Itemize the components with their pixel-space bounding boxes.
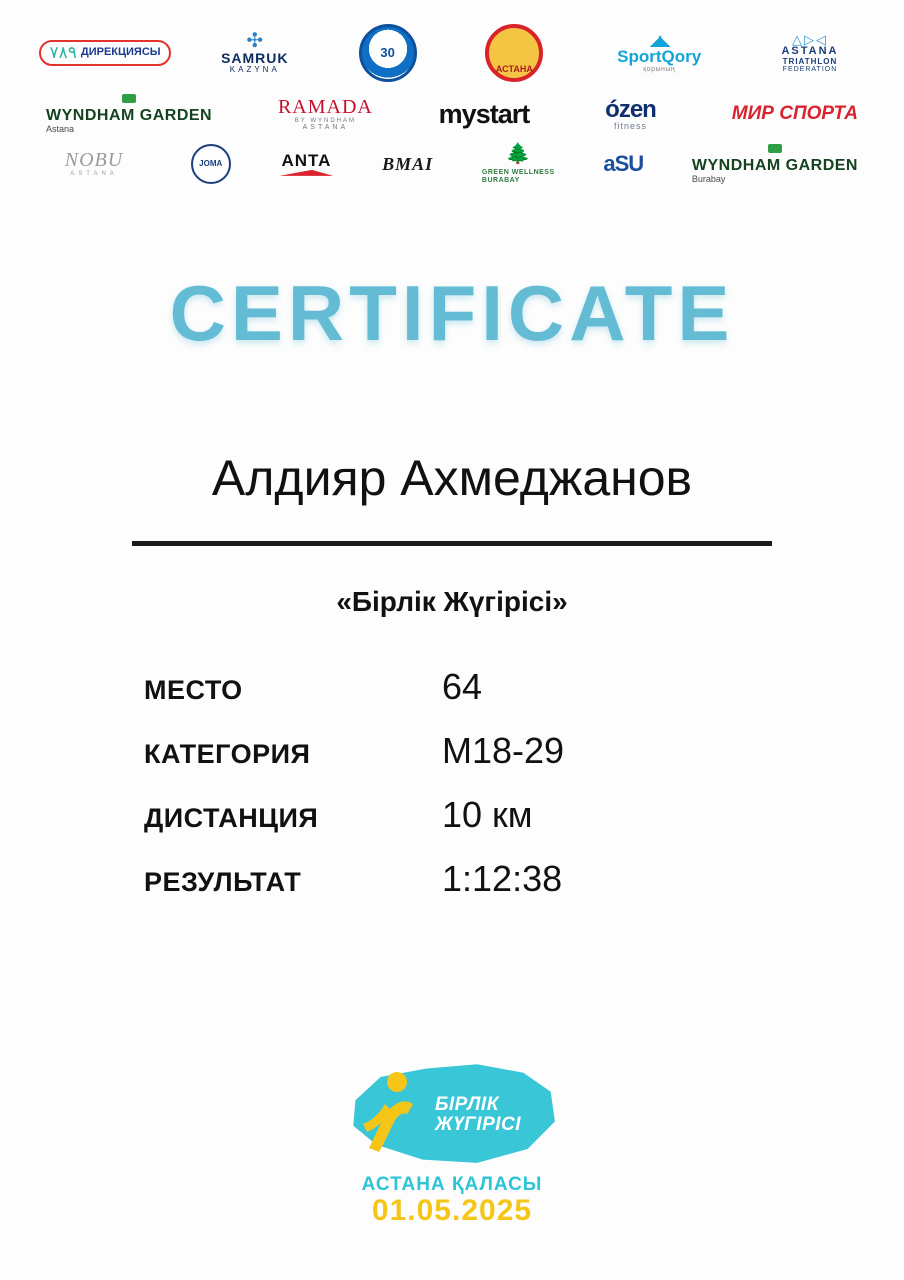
mystart-logo: mystart: [438, 98, 530, 129]
athlete-name: Алдияр Ахмеджанов: [211, 450, 693, 506]
results-table: [142, 666, 762, 922]
badge-emblem: [347, 1060, 557, 1170]
asu-logo: aSU: [603, 151, 644, 177]
wyndham-garden-burabay-logo: WYNDHAM GARDEN Burabay: [692, 144, 858, 184]
badge-city: АСТАНА ҚАЛАСЫ: [361, 1174, 543, 1195]
event-name: «Бірлік Жүгірісі»: [336, 586, 568, 617]
kazakhstan-emblem-logo: 30: [346, 22, 430, 84]
wyndham-mark-icon: [768, 144, 782, 153]
triathlon-shapes-icon: △▷◁: [791, 31, 828, 47]
table-row: [142, 858, 762, 900]
astana-triathlon-federation-logo: △▷◁ ASTANA TRIATHLON FEDERATION: [781, 31, 839, 74]
wyndham-garden-astana-logo: WYNDHAM GARDEN Astana: [46, 94, 212, 134]
anta-chevron-icon: [279, 170, 333, 176]
table-row: [142, 730, 762, 772]
result-value-place: 64: [442, 666, 483, 707]
badge-title: БІРЛІК ЖҮГІРІСІ: [434, 1094, 522, 1135]
table-row: [142, 666, 762, 708]
result-value-time: 1:12:38: [442, 858, 563, 899]
samruk-mark-icon: ✣: [246, 30, 264, 53]
tree-icon: 🌲: [505, 143, 531, 166]
runner-icon: [361, 1070, 423, 1156]
joma-logo: JOMA: [191, 144, 231, 184]
green-wellness-burabay-logo: 🌲 GREEN WELLNESS BURABAY: [481, 143, 555, 184]
result-value-category: M18-29: [442, 730, 565, 771]
sport-qory-shape-icon: ◢◣: [650, 32, 668, 49]
table-row: [142, 794, 762, 836]
sport-qory-logo: ◢◣ SportQory қорының: [617, 32, 702, 73]
bmai-logo: BMAI: [382, 153, 434, 174]
mir-sporta-logo: МИР СПОРТА: [731, 103, 858, 125]
anta-logo: ANTA: [279, 144, 333, 184]
sponsor-logo-band: [0, 0, 904, 200]
ramada-astana-logo: RAMADA BY WYNDHAM ASTANA: [277, 95, 373, 131]
samruk-kazyna-logo: ✣ SAMRUK KAZYNA: [221, 30, 289, 75]
astana-emblem-logo: АСТАНА: [472, 22, 556, 84]
sponsor-row-1: [46, 22, 858, 84]
result-label-category: КАТЕГОРИЯ: [144, 739, 311, 769]
event-badge: [322, 1060, 582, 1228]
name-divider: [132, 541, 772, 546]
sponsor-row-2: [46, 94, 858, 134]
nobu-logo: NOBU ASTANA: [64, 149, 124, 178]
certificate-title: CERTIFICATE: [169, 269, 735, 357]
result-value-distance: 10 км: [442, 794, 533, 835]
result-label-distance: ДИСТАНЦИЯ: [144, 803, 319, 833]
direktsiyasy-logo: ۷۸۹ ДИРЕКЦИЯСЫ: [46, 22, 164, 84]
running-figures-icon: ۷۸۹: [49, 42, 77, 62]
result-label-place: МЕСТО: [144, 675, 243, 705]
wyndham-mark-icon: [122, 94, 136, 103]
sponsor-row-3: [46, 144, 858, 184]
result-label-time: РЕЗУЛЬТАТ: [144, 867, 302, 897]
ozen-fitness-logo: ózen fitness: [605, 95, 656, 131]
badge-date: 01.05.2025: [371, 1194, 533, 1227]
